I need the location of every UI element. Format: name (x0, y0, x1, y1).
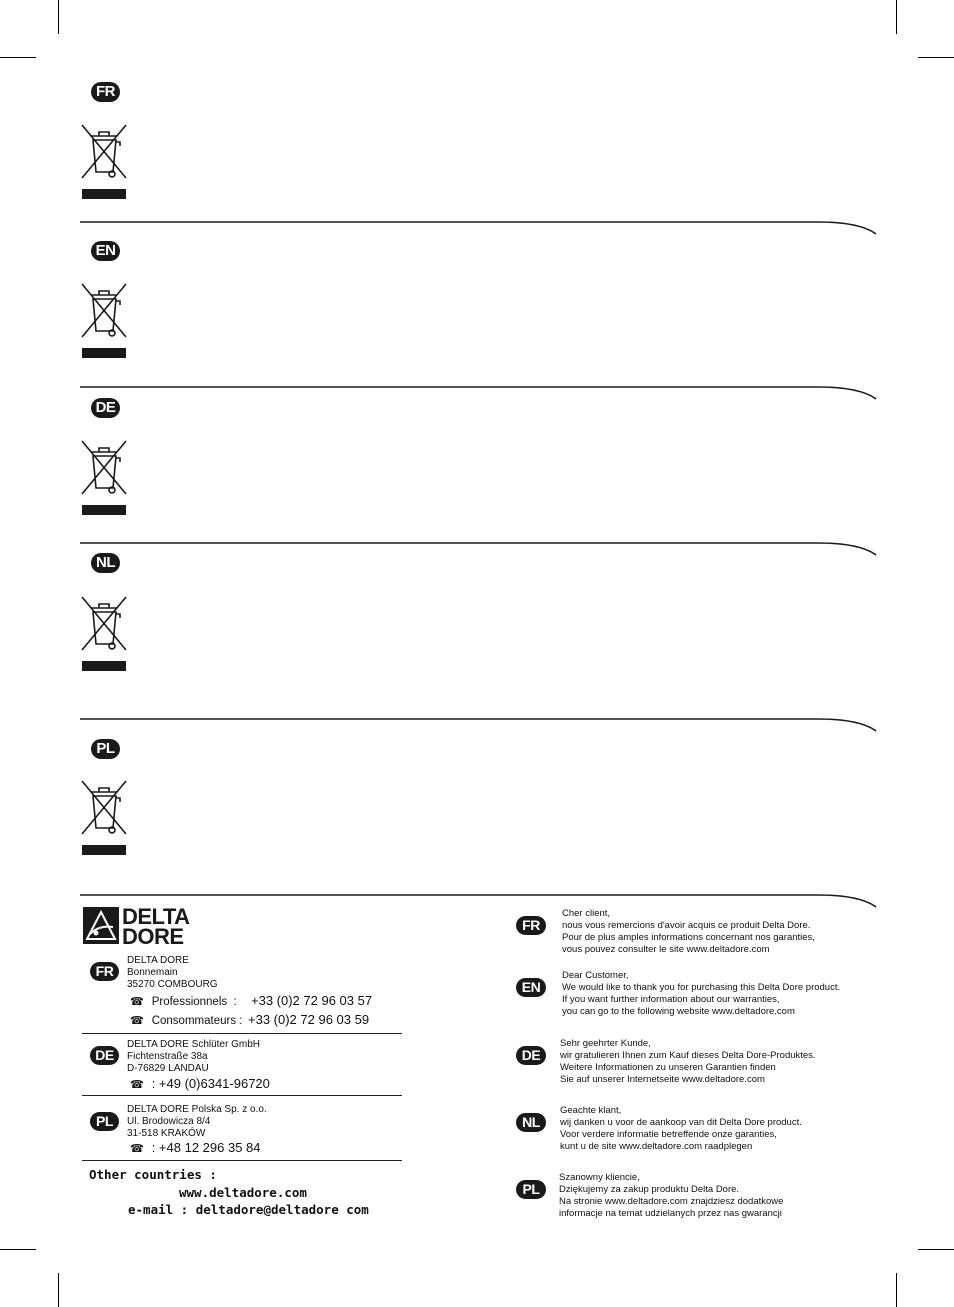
website-link[interactable]: www.deltadore.com (179, 1185, 307, 1200)
address-line: 35270 COMBOURG (127, 979, 218, 990)
message-line: Na stronie www.deltadore.com znajdziesz dodatkowe (559, 1196, 784, 1207)
message-line: Dear Customer, (562, 970, 629, 981)
message-line: kunt u de site www.deltadore.com raadplegen (560, 1141, 753, 1152)
message-badge-pl: PL (516, 1180, 546, 1199)
message-line: Dziękujemy za zakup produktu Delta Dore. (559, 1184, 740, 1195)
message-fr (562, 908, 872, 956)
contact-divider (82, 1033, 402, 1034)
crossed-out-wheelie-bin-icon (79, 122, 129, 200)
address-line: DELTA DORE Polska Sp. z o.o. (127, 1104, 267, 1115)
other-countries-heading: Other countries : (89, 1167, 217, 1182)
phone-number: : +48 12 296 35 84 (151, 1140, 261, 1155)
language-badge-de: DE (91, 398, 120, 418)
address-line: Ul. Brodowicza 8/4 (127, 1116, 211, 1127)
email-link[interactable]: e-mail : deltadore@deltadore com (128, 1202, 369, 1217)
message-line: Voor verdere informatie betreffende onze garanties, (560, 1129, 777, 1140)
crossed-out-wheelie-bin-icon (79, 594, 129, 672)
phone-label: Consommateurs : (151, 1015, 243, 1027)
message-de (560, 1038, 870, 1086)
phone-number: : +49 (0)6341-96720 (151, 1076, 270, 1091)
telephone-icon: ☎ (130, 1079, 144, 1091)
phone-label: Professionnels : (151, 996, 237, 1008)
language-badge-pl: PL (91, 739, 120, 759)
contact-badge-fr: FR (90, 962, 119, 981)
message-line: Weitere Informationen zu unseren Garantien finden (560, 1062, 776, 1073)
address-line: Fichtenstraße 38a (127, 1051, 208, 1062)
message-pl (559, 1172, 869, 1220)
crossed-out-wheelie-bin-icon (79, 281, 129, 359)
telephone-icon: ☎ (130, 1015, 144, 1027)
message-line: nous vous remercions d'avoir acquis ce produit Delta Dore. (562, 920, 811, 931)
address-line: Bonnemain (127, 967, 178, 978)
telephone-icon: ☎ (130, 996, 144, 1008)
address-line: DELTA DORE Schlüter GmbH (127, 1039, 260, 1050)
message-line: informacje na temat udzielanych przez nas gwarancji (559, 1208, 782, 1219)
message-line: you can go to the following website www.deltadore.com (562, 1006, 795, 1017)
address-line: D-76829 LANDAU (127, 1063, 209, 1074)
contact-address-fr (127, 955, 218, 991)
message-line: We would like to thank you for purchasing this Delta Dore product. (562, 982, 841, 993)
address-line: 31-518 KRAKÓW (127, 1128, 206, 1139)
delta-dore-logo (83, 904, 193, 949)
phone-line-consumers (130, 1012, 242, 1029)
language-badge-en: EN (91, 241, 120, 261)
message-line: wij danken u voor de aankoop van dit Delta Dore product. (560, 1117, 802, 1128)
contact-address-pl (127, 1104, 267, 1140)
phone-line-professionals (130, 993, 237, 1010)
message-line: If you want further information about our warranties, (562, 994, 780, 1005)
message-badge-en: EN (516, 978, 546, 997)
message-line: Geachte klant, (560, 1105, 622, 1116)
address-line: DELTA DORE (127, 955, 189, 966)
delta-dore-logo-icon (83, 907, 119, 944)
message-line: Szanowny kliencie, (559, 1172, 640, 1183)
phone-line-de (130, 1076, 270, 1093)
message-line: vous pouvez consulter le site www.deltadore.com (562, 944, 770, 955)
logo-word-delta: DELTA (122, 904, 190, 929)
message-en (562, 970, 872, 1018)
message-line: Sie auf unserer Internetseite www.deltadore.com (560, 1074, 765, 1085)
contact-divider (82, 1160, 402, 1161)
message-line: Pour de plus amples informations concernant nos garanties, (562, 932, 815, 943)
contact-badge-de: DE (90, 1046, 119, 1065)
crossed-out-wheelie-bin-icon (79, 778, 129, 856)
language-badge-nl: NL (91, 553, 120, 573)
message-badge-nl: NL (516, 1113, 546, 1132)
message-badge-de: DE (516, 1046, 546, 1065)
telephone-icon: ☎ (130, 1143, 144, 1155)
contact-badge-pl: PL (90, 1112, 119, 1131)
phone-number-consumers: +33 (0)2 72 96 03 59 (248, 1012, 370, 1027)
contact-address-de (127, 1039, 260, 1075)
phone-line-pl (130, 1140, 261, 1157)
language-badge-fr: FR (91, 82, 120, 102)
phone-number-professionals: +33 (0)2 72 96 03 57 (251, 993, 373, 1008)
message-line: Sehr geehrter Kunde, (560, 1038, 651, 1049)
crossed-out-wheelie-bin-icon (79, 438, 129, 516)
contact-divider (82, 1095, 402, 1096)
message-nl (560, 1105, 870, 1153)
message-line: Cher client, (562, 908, 611, 919)
message-badge-fr: FR (516, 916, 546, 935)
logo-word-dore: DORE (122, 924, 184, 949)
message-line: wir gratulieren Ihnen zum Kauf dieses Delta Dore-Produktes. (560, 1050, 816, 1061)
